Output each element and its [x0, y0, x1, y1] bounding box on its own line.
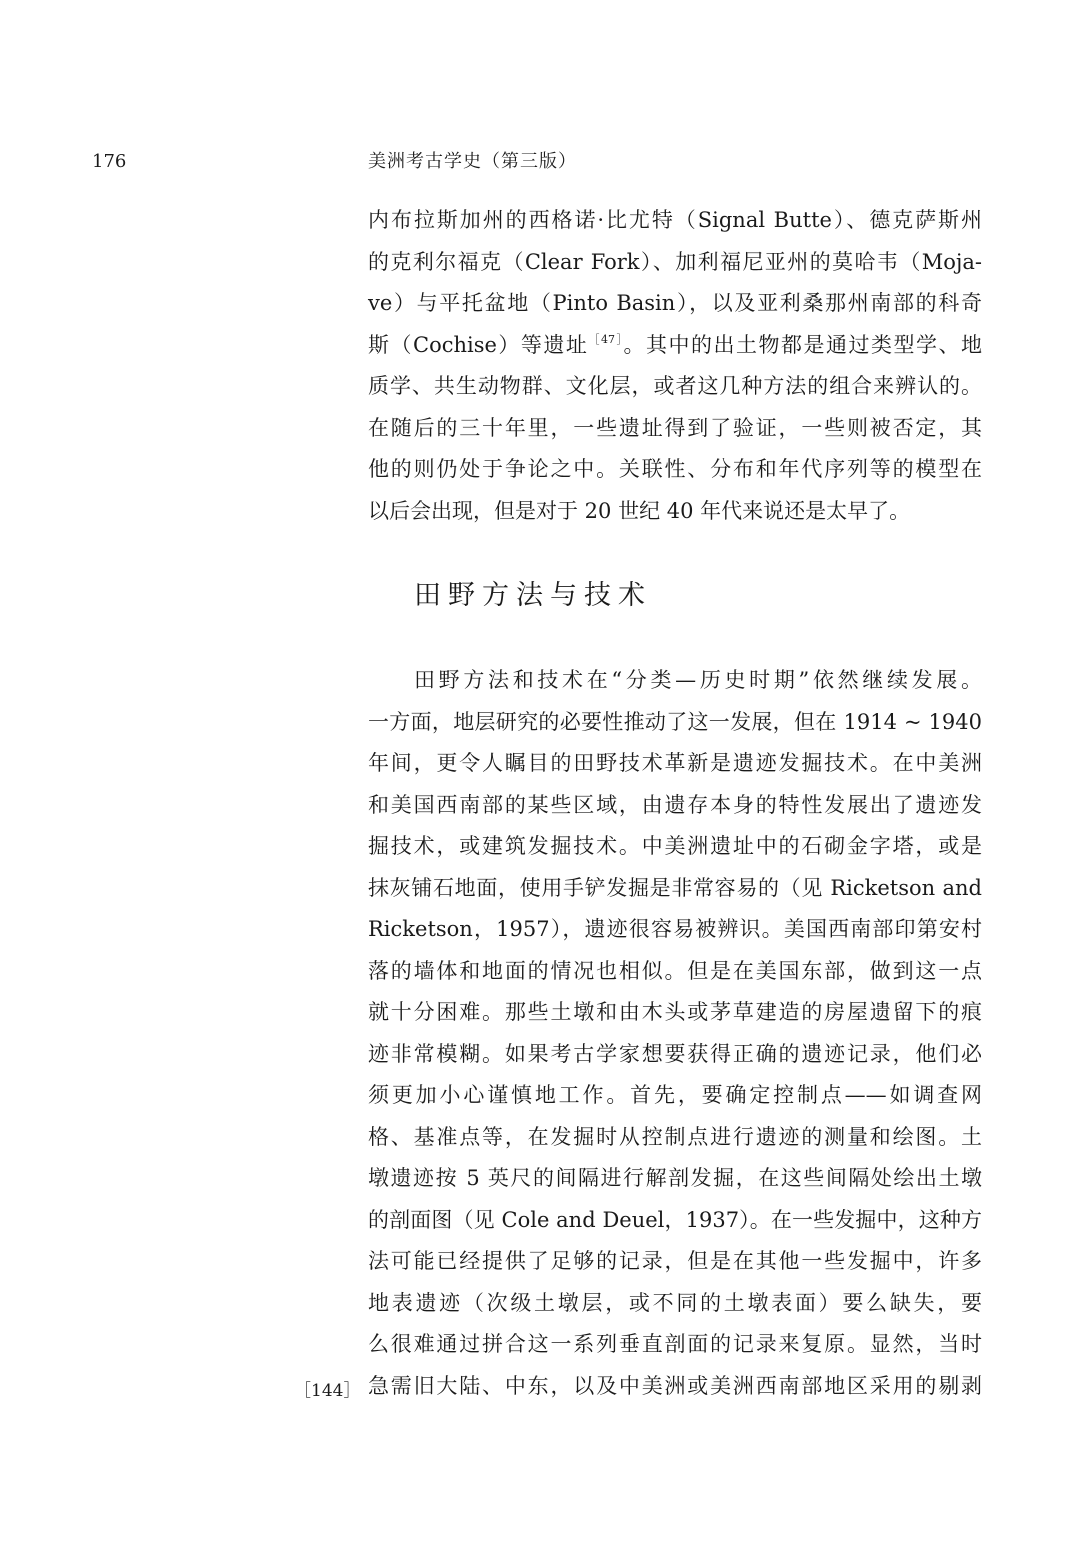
- paragraph-line: 落的墙体和地面的情况也相似。但是在美国东部，做到这一点: [368, 958, 982, 983]
- paragraph-line: 年间，更令人瞩目的田野技术革新是遗迹发掘技术。在中美洲: [368, 751, 982, 775]
- paragraph-line: 格、基准点等，在发掘时从控制点进行遗迹的测量和绘图。土: [368, 1124, 982, 1149]
- section-heading: 田野方法与技术: [414, 580, 652, 611]
- paragraph-line: 掘技术，或建筑发掘技术。中美洲遗址中的石砌金字塔，或是: [368, 834, 982, 858]
- page-number: 176: [92, 151, 127, 172]
- paragraph-line: 田野方法和技术在“分类—历史时期”依然继续发展。: [414, 668, 982, 692]
- paragraph-1: [368, 200, 982, 532]
- paragraph-line: ve）与平托盆地（Pinto Basin），以及亚利桑那州南部的科奇: [368, 291, 982, 315]
- paragraph-line: 一方面，地层研究的必要性推动了这一发展，但在 1914 ~ 1940: [368, 709, 982, 734]
- paragraph-line: 抹灰铺石地面，使用手铲发掘是非常容易的（见 Ricketson and: [368, 875, 982, 900]
- paragraph-line: 的剖面图（见 Cole and Deuel，1937）。在一些发掘中，这种方: [368, 1207, 982, 1232]
- paragraph-line: 急需旧大陆、中东，以及中美洲或美洲西南部地区采用的剔剥: [368, 1373, 982, 1398]
- paragraph-line: 以后会出现，但是对于 20 世纪 40 年代来说还是太早了。: [368, 498, 911, 523]
- paragraph-line: 么很难通过拼合这一系列垂直剖面的记录来复原。显然，当时: [368, 1332, 982, 1356]
- paragraph-line: 墩遗迹按 5 英尺的间隔进行解剖发掘，在这些间隔处绘出土墩: [368, 1166, 982, 1190]
- paragraph-line: 质学、共生动物群、文化层，或者这几种方法的组合来辨认的。: [368, 374, 982, 398]
- paragraph-line: 的克利尔福克（Clear Fork）、加利福尼亚州的莫哈韦（Moja-: [368, 249, 982, 274]
- footnote-reference[interactable]: ［47］: [588, 332, 624, 346]
- paragraph-line: 就十分困难。那些土墩和由木头或茅草建造的房屋遗留下的痕: [368, 1000, 982, 1024]
- line-text: 斯（Cochise）等遗址: [368, 332, 589, 357]
- paragraph-line: 在随后的三十年里，一些遗址得到了验证，一些则被否定，其: [368, 415, 982, 440]
- paragraph-line: 和美国西南部的某些区域，由遗存本身的特性发展出了遗迹发: [368, 792, 982, 817]
- running-head: 美洲考古学史（第三版）: [368, 151, 577, 172]
- original-page-marker: ［144］: [294, 1381, 361, 1401]
- paragraph-line: 他的则仍处于争论之中。关联性、分布和年代序列等的模型在: [368, 457, 982, 481]
- line-text: 。其中的出土物都是通过类型学、地: [623, 332, 983, 357]
- paragraph-line: 须更加小心谨慎地工作。首先，要确定控制点——如调查网: [368, 1083, 982, 1107]
- paragraph-line: 地表遗迹（次级土墩层，或不同的土墩表面）要么缺失，要: [368, 1290, 982, 1315]
- paragraph-line: Ricketson，1957），遗迹很容易被辨识。美国西南部印第安村: [368, 917, 982, 941]
- paragraph-line: [368, 325, 982, 367]
- paragraph-line: 法可能已经提供了足够的记录，但是在其他一些发掘中，许多: [368, 1249, 982, 1273]
- paragraph-line: 内布拉斯加州的西格诺·比尤特（Signal Butte）、德克萨斯州: [368, 208, 982, 232]
- paragraph-2: [368, 660, 982, 1407]
- paragraph-line: 迹非常模糊。如果考古学家想要获得正确的遗迹记录，他们必: [368, 1041, 982, 1066]
